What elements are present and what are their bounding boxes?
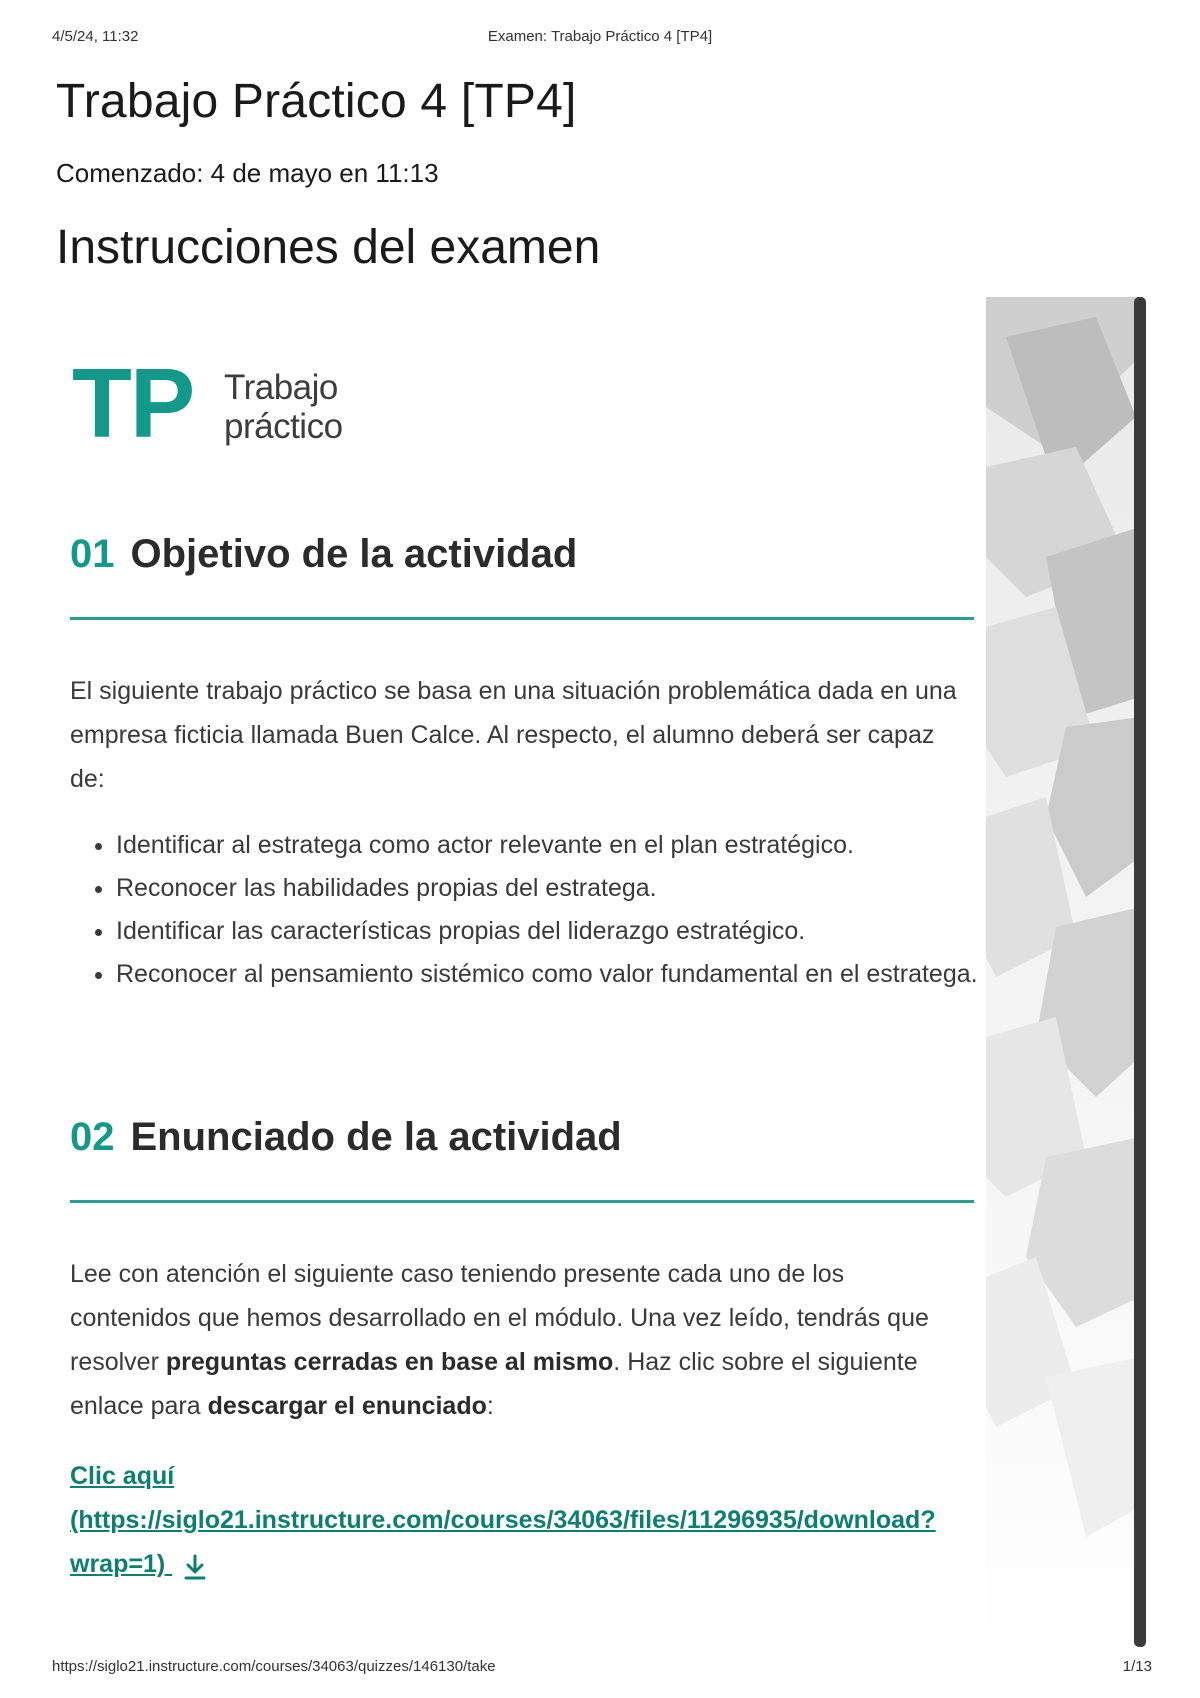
section-divider [70,1200,974,1203]
tp-logo-text [224,368,343,446]
enunciado-bold-closed-questions: preguntas cerradas en base al mismo [165,1348,614,1376]
print-doc-title: Examen: Trabajo Práctico 4 [TP4] [487,28,713,45]
enunciado-bold-download: descargar el enunciado [207,1392,487,1420]
enunciado-paragraph [70,1252,970,1428]
page-number: 1/13 [1122,1658,1152,1675]
section-number: 01 [70,532,115,576]
started-value: 4 de mayo en 11:13 [210,158,439,188]
enunciado-text: : [486,1392,494,1420]
tp-logo-line2: práctico [224,407,343,446]
page-title: Trabajo Práctico 4 [TP4] [56,75,577,128]
list-item: • Identificar las características propias del liderazgo estratégico. [116,910,1026,953]
list-item: • Reconocer las habilidades propias del estratega. [116,867,1026,910]
section-title: Enunciado de la actividad [130,1115,622,1159]
section-heading-enunciado [70,1115,622,1160]
download-link-url[interactable]: (https://siglo21.instructure.com/courses/34063/files/11296935/download?wrap=1) [70,1506,936,1578]
list-item: • Identificar al estratega como actor relevante en el plan estratégico. [116,824,1026,867]
scrollbar[interactable] [1134,297,1146,1647]
objective-intro: El siguiente trabajo práctico se basa en una situación problemática dada en una empresa ficticia llamada Buen Calce. Al respecto, el alumno deberá ser capaz de: [70,677,957,793]
decorative-side-image [986,297,1140,1647]
list-item: • Reconocer al pensamiento sistémico como valor fundamental en el estratega. [116,953,1026,996]
download-icon[interactable] [182,1551,208,1579]
section-divider [70,617,974,620]
section-number: 02 [70,1115,115,1159]
download-link-label[interactable]: Clic aquí [70,1462,175,1490]
tp-logo-line1: Trabajo [224,368,338,407]
print-datetime: 4/5/24, 11:32 [52,28,139,45]
enunciado-text: . Haz clic sobre el siguiente enlace para [70,1348,918,1420]
started-label: Comenzado: [56,158,204,188]
tp-logo-abbr: TP [72,348,194,458]
instructions-heading: Instrucciones del examen [56,221,601,274]
download-link[interactable] [70,1454,990,1586]
enunciado-text: Lee con atención el siguiente caso teniendo presente cada uno de los contenidos que hemos desarrollado en el módulo. Una vez leído, tendrás que resolver [70,1260,929,1376]
started-info [56,158,439,189]
print-url: https://siglo21.instructure.com/courses/34063/quizzes/146130/take [52,1658,496,1675]
section-heading-objetivo [70,532,577,577]
objectives-list [70,824,1026,996]
print-header [0,28,1200,48]
section-title: Objetivo de la actividad [130,532,578,576]
